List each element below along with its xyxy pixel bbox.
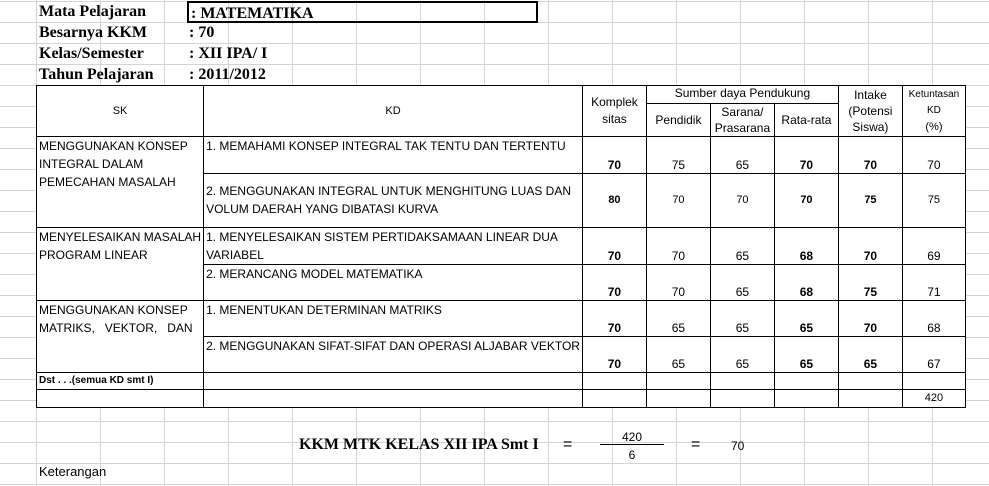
kd-cell[interactable]	[204, 137, 583, 174]
sarana-cell[interactable]: 65	[710, 337, 774, 373]
ketuntasan-cell[interactable]: 70	[902, 137, 965, 174]
sk2-line-1: MENYELESAIKAN MASALAH	[39, 229, 202, 244]
dst-label[interactable]: Dst . . .(semua KD smt I)	[37, 373, 204, 390]
empty-cell[interactable]	[204, 373, 583, 390]
ketuntasan-cell[interactable]: 68	[902, 300, 965, 337]
intake-cell[interactable]: 70	[838, 227, 902, 264]
formula-numerator[interactable]: 420	[600, 430, 664, 445]
header-sarana-1: Sarana/	[721, 105, 764, 119]
sk1-line-1: MENGGUNAKAN KONSEP	[39, 139, 188, 153]
rata-cell[interactable]: 68	[774, 264, 838, 300]
komplek-cell[interactable]: 70	[582, 300, 646, 337]
komplek-cell[interactable]: 70	[582, 264, 646, 300]
kd-line-1: 2. MENGGUNAKAN INTEGRAL UNTUK MENGHITUNG LUAS DAN	[206, 183, 571, 198]
formula-denominator[interactable]: 6	[628, 448, 636, 462]
empty-cell[interactable]	[838, 373, 902, 390]
empty-cell[interactable]	[204, 390, 583, 408]
header-sarana-2: Prasarana	[714, 121, 771, 135]
sk3-line-2: MATRIKS, VEKTOR, DAN	[39, 320, 193, 335]
kd-line-1: 1. MENYELESAIKAN SISTEM PERTIDAKSAMAAN LINEAR DUA	[206, 229, 558, 244]
ketuntasan-cell[interactable]: 67	[902, 337, 965, 373]
komplek-cell[interactable]: 70	[582, 337, 646, 373]
kd-cell[interactable]	[204, 300, 583, 337]
komplek-cell[interactable]: 70	[582, 227, 646, 264]
header-kd[interactable]: KD	[204, 86, 583, 137]
keterangan-label[interactable]: Keterangan	[39, 464, 107, 479]
sk-cell-1b[interactable]	[37, 173, 204, 227]
empty-cell[interactable]	[710, 373, 774, 390]
value-kelas-semester[interactable]: : XII IPA/ I	[189, 45, 268, 62]
value-mata-pelajaran[interactable]: : MATEMATIKA	[187, 1, 538, 23]
kd-line-1: 2. MENGGUNAKAN SIFAT-SIFAT DAN OPERASI ALJABAR VEKTOR	[206, 339, 580, 353]
kd-cell[interactable]	[204, 264, 583, 300]
rata-cell[interactable]: 65	[774, 337, 838, 373]
header-sk[interactable]: SK	[37, 86, 204, 137]
header-intake-1: Intake	[854, 88, 887, 102]
header-sarana[interactable]	[710, 104, 774, 137]
empty-cell[interactable]	[646, 390, 710, 408]
kd-line-2: VARIABEL	[206, 247, 264, 262]
pendidik-cell[interactable]: 70	[646, 227, 710, 264]
sk2-line-2: PROGRAM LINEAR	[39, 247, 148, 262]
sk1-line-2: INTEGRAL DALAM	[39, 157, 144, 171]
sk-cell-2b[interactable]	[37, 264, 204, 300]
ketuntasan-cell[interactable]: 75	[902, 173, 965, 227]
intake-cell[interactable]: 70	[838, 137, 902, 174]
rata-cell[interactable]: 70	[774, 173, 838, 227]
sk-cell-3b[interactable]	[37, 337, 204, 373]
intake-cell[interactable]: 65	[838, 337, 902, 373]
sarana-cell[interactable]: 65	[710, 137, 774, 174]
sarana-cell[interactable]: 65	[710, 227, 774, 264]
label-mata-pelajaran[interactable]: Mata Pelajaran	[39, 3, 147, 20]
kd-cell[interactable]	[204, 173, 583, 227]
header-pendidik[interactable]: Pendidik	[646, 104, 710, 137]
header-kompleksitas-1: Komplek	[591, 95, 638, 109]
header-rata-rata[interactable]: Rata-rata	[774, 104, 838, 137]
label-besarnya-kkm[interactable]: Besarnya KKM	[39, 24, 147, 41]
intake-cell[interactable]: 75	[838, 173, 902, 227]
kd-line-1: 2. MERANCANG MODEL MATEMATIKA	[206, 266, 423, 281]
ketuntasan-cell[interactable]: 69	[902, 227, 965, 264]
sk-cell-2a[interactable]	[37, 227, 204, 264]
label-kelas-semester[interactable]: Kelas/Semester	[39, 45, 144, 62]
pendidik-cell[interactable]: 65	[646, 300, 710, 337]
rata-cell[interactable]: 70	[774, 137, 838, 174]
intake-cell[interactable]: 75	[838, 264, 902, 300]
kd-line-1: 1. MEMAHAMI KONSEP INTEGRAL TAK TENTU DAN TERTENTU	[206, 139, 566, 153]
empty-cell[interactable]	[838, 390, 902, 408]
sarana-cell[interactable]: 65	[710, 264, 774, 300]
empty-cell[interactable]	[774, 373, 838, 390]
empty-cell[interactable]	[710, 390, 774, 408]
header-ketuntasan-3: (%)	[925, 121, 943, 133]
header-intake-3: Siswa)	[852, 120, 889, 134]
header-ketuntasan-1: Ketuntasan	[908, 89, 960, 100]
header-ketuntasan[interactable]	[902, 86, 965, 137]
intake-cell[interactable]: 70	[838, 300, 902, 337]
sk1-line-3: PEMECAHAN MASALAH	[39, 175, 176, 189]
ketuntasan-cell[interactable]: 71	[902, 264, 965, 300]
kd-cell[interactable]	[204, 337, 583, 373]
formula-equals-2[interactable]: =	[691, 436, 701, 453]
header-sumber-daya[interactable]: Sumber daya Pendukung	[646, 86, 838, 104]
sk-cell-1a[interactable]	[37, 137, 204, 174]
kkm-table	[36, 85, 966, 408]
empty-cell[interactable]	[774, 390, 838, 408]
pendidik-cell[interactable]: 75	[646, 137, 710, 174]
kd-line-2: VOLUM DAERAH YANG DIBATASI KURVA	[206, 201, 439, 216]
header-intake-2: (Potensi	[848, 104, 893, 118]
header-kompleksitas[interactable]	[582, 86, 646, 137]
empty-cell[interactable]	[582, 373, 646, 390]
formula-equals-1[interactable]: =	[563, 436, 573, 453]
pendidik-cell[interactable]: 70	[646, 173, 710, 227]
empty-cell[interactable]	[582, 390, 646, 408]
empty-cell[interactable]	[902, 373, 965, 390]
value-besarnya-kkm[interactable]: : 70	[189, 24, 215, 41]
rata-cell[interactable]: 65	[774, 300, 838, 337]
komplek-cell[interactable]: 70	[582, 137, 646, 174]
formula-result[interactable]: 70	[731, 439, 745, 453]
sk-cell-3a[interactable]	[37, 300, 204, 337]
pendidik-cell[interactable]: 70	[646, 264, 710, 300]
formula-label[interactable]: KKM MTK KELAS XII IPA Smt I	[299, 436, 539, 453]
kd-line-1: 1. MENENTUKAN DETERMINAN MATRIKS	[206, 302, 442, 317]
label-tahun-pelajaran[interactable]: Tahun Pelajaran	[39, 66, 154, 83]
header-kompleksitas-2: sitas	[602, 112, 627, 126]
kd-cell[interactable]	[204, 227, 583, 264]
empty-cell[interactable]	[646, 373, 710, 390]
sarana-cell[interactable]: 70	[710, 173, 774, 227]
rata-cell[interactable]: 68	[774, 227, 838, 264]
total-ketuntasan[interactable]: 420	[902, 390, 965, 408]
komplek-cell[interactable]: 80	[582, 173, 646, 227]
sk3-line-1: MENGGUNAKAN KONSEP	[39, 302, 188, 317]
pendidik-cell[interactable]: 65	[646, 337, 710, 373]
sarana-cell[interactable]: 65	[710, 300, 774, 337]
header-intake[interactable]	[838, 86, 902, 137]
header-ketuntasan-2: KD	[926, 105, 941, 116]
empty-cell[interactable]	[37, 390, 204, 408]
value-tahun-pelajaran[interactable]: : 2011/2012	[189, 66, 266, 83]
